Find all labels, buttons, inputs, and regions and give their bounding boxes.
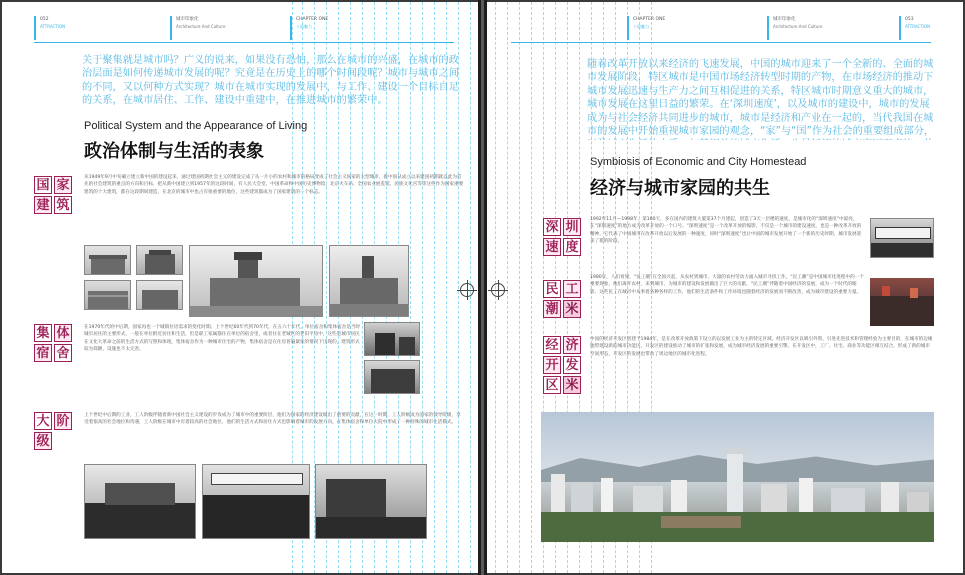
stamp-char: 筑	[54, 196, 72, 214]
stamp-char: 济	[563, 336, 581, 354]
photo-shenzhen-sign	[870, 218, 934, 258]
section-header-right	[767, 16, 822, 40]
photo-city-panorama	[541, 412, 934, 542]
chapter-en: CHAPTER ONE	[633, 17, 666, 22]
stamp-char: 速	[543, 238, 561, 256]
page-label: ATTRACTION	[905, 24, 931, 29]
chapter-en: CHAPTER ONE	[296, 17, 329, 22]
stamp-char: 宿	[34, 344, 52, 362]
book-spine	[478, 0, 487, 575]
stamp-char: 舍	[54, 344, 72, 362]
stamp-char: 工	[563, 280, 581, 298]
section-text: 中国的经济开发区创建于1984年，是在改革开放政策下设立的以发展工业为主的特定区域，经济开发区以吸引外资、引进先进技术和管理经验为主要目的，在城市的边缘地带建设新的城市功能区，开发区的建设推动了城市的扩张和发展，成为城市经济发展的重要引擎，在开发区中，工厂、住宅、商业等功能区相互结合，形成了新的城市空间形态，开发区的发展也带动了周边地区的城市化进程。	[590, 337, 933, 357]
stamp-char: 区	[543, 376, 561, 394]
page-number: 052	[40, 17, 49, 22]
page-label: ATTRACTION	[40, 24, 66, 29]
section-cn: 城市印象化	[176, 17, 199, 22]
stamp-char: 发	[563, 356, 581, 374]
stamp-char: 圳	[563, 218, 581, 236]
section-text: 上个世纪中后期的工业，工人阶级伴随着新中国社会主义建设的步伐成为了城市中的重要阶层，他们为国家的经济建设做出了重要的贡献，在这一时期，工人阶级成为国家的领导阶级，享受着很高的社会地位和待遇，工人阶级在城市中有着较高的社会地位，他们的生活方式和居住方式也影响着城市的发展方向，在集体宿舍和单位大院中形成了一种特殊的城市生活模式。	[84, 413, 461, 426]
right-page	[487, 2, 963, 573]
chapter-header-left	[290, 16, 328, 40]
photo-migrant-crowd	[870, 278, 934, 326]
stamp-char: 体	[54, 324, 72, 342]
intro-text: 随着改革开放以来经济的飞速发展，中国的城市迎来了一个全新的、全面的城市发展阶段，特区城市是中国市场经济转型时期的产物，在市场经济的推动下城市发展迅速与生产力之间互相促进的关系，特区城市时期意义重大的城市，城市发展在这里日益的繁荣。在‘深圳速度’，以及城市的建设中，城市的发展成为与社会经济共同进步的城市，城市是经济和产业在一起的，当代我国在城市的发展中开始重视城市家园的观念，“家”与“国”作为社会的重要组成部分，	[587, 59, 935, 138]
section-text: 1980年，人们看到，“民工潮”在全国兴起，从农村到城市，大量的农村劳动力涌入城市寻找工作，“民工潮”是中国城市化进程中的一个重要现象，他们离开农村，来到城市，为城市的建设和发展做出了巨大的贡献，“民工潮”伴随着中国经济的发展，成为一个时代的缩影，这些民工在城市中从事着各种各样的工作，他们的生活条件和工作环境也随着经济的发展而不断改善，成为城市建设的重要力量。	[590, 275, 864, 295]
section-text: 从1949年9月中旬确立建立新中国的建设起来，通过建国初期社会主义的建设完成了从一片小的农村和城市的格局变成了社会主义国家的大型城市，新中国从成立以来建国初期就以此为首先的社会建筑的重点的方向和目标，把从新中国建立到1957年的这段时间，有人民大会堂、中国革命和中国历史博物馆、北京火车站、全国农业展览馆、民族文化宫等等这些作为国家重要建筑的十大建筑，都在这段期间建造，在北京的城市中也占有很重要的地位，这些建筑都成为了国家建筑的一个标志。	[84, 175, 464, 195]
photo-dormitory-2	[364, 360, 420, 394]
stamp-char: 集	[34, 324, 52, 342]
stamp-char: 家	[54, 176, 72, 194]
stamp-char: 经	[543, 336, 561, 354]
stamp-shenzhen-speed	[543, 218, 581, 256]
stamp-char: 民	[543, 280, 561, 298]
photo-great-hall	[189, 245, 323, 317]
section-cn: 城市印象化	[773, 17, 796, 22]
title-cn: 政治体制与生活的表象	[84, 141, 264, 162]
chapter-cn: 十的魅力	[296, 24, 312, 29]
photo-building-1	[84, 245, 131, 275]
title-en: Symbiosis of Economic and City Homestead	[590, 156, 807, 168]
section-en: Architecture And Culture	[176, 24, 226, 29]
stamp-development-zone	[543, 336, 581, 394]
photo-building-4	[136, 280, 183, 310]
photo-building-2	[136, 245, 183, 275]
stamp-working-class	[34, 412, 72, 450]
title-cn: 经济与城市家园的共生	[590, 178, 770, 199]
header-rule	[34, 42, 454, 43]
page-header-left	[34, 16, 65, 40]
section-en: Architecture And Culture	[773, 24, 823, 29]
stamp-migrant-wave	[543, 280, 581, 318]
registration-mark	[460, 283, 474, 297]
registration-mark	[491, 283, 505, 297]
stamp-char: 建	[34, 196, 52, 214]
photo-dormitory-1	[364, 322, 420, 356]
header-rule	[511, 42, 931, 43]
stamp-char: 大	[34, 412, 52, 430]
stamp-char: 开	[543, 356, 561, 374]
stamp-char: 国	[34, 176, 52, 194]
page-header-right	[899, 16, 930, 40]
stamp-char: 潮	[543, 300, 561, 318]
intro-text: 关于聚集就是城市吗？广义的说来，如果没有恐怕，那么在城市的兴盛，在城市的政治层面是如何传递城市发展的呢？究竟是在历史上的哪个时间段呢？城市与城市之间的不同，又以何种方式实现？城市在城市实现的发展中，与工作、建设一个目标自足的关系，在城市居住、工作、建设中重建中，在推进城市的繁荣中。	[82, 55, 459, 107]
photo-building-3	[84, 280, 131, 310]
photo-workers-3	[315, 464, 427, 539]
section-text: 在1970年代的中后期，国家再也一个城镇住房需求的变化时期。上个世纪60年代到70年代，在五六十年代，单位宿舍和集体宿舍是当时城市居住的主要形式，一般在单位附近居住和生活，但是职工家属都住在单位的宿舍里，或者住在老城区的老旧平房中，这些是城市居民在文化大革命之前的生活方式的写照和体现，集体宿舍作为一种城市住宅的产物，集体宿舍是在住房普遍紧张的情况下出现的，建筑形式较为简陋，设施也不太完善。	[84, 325, 361, 352]
photo-exhibition-hall	[329, 245, 409, 317]
chapter-cn: 十的魅力	[633, 24, 649, 29]
stamp-national-architecture	[34, 176, 72, 214]
stamp-char: 米	[563, 376, 581, 394]
stamp-char: 级	[34, 432, 52, 450]
stamp-char: 度	[563, 238, 581, 256]
stamp-char: 深	[543, 218, 561, 236]
chapter-header-right	[627, 16, 665, 40]
title-en: Political System and the Appearance of Living	[84, 120, 308, 132]
photo-workers-1	[84, 464, 196, 539]
stamp-char: 米	[563, 300, 581, 318]
photo-workers-2	[202, 464, 310, 539]
stamp-char: 阶	[54, 412, 72, 430]
section-text: 1992年11月—1998年，第160天，多在国内的建筑大厦第37个月建起，创造了3天一层楼的速度，是城市化的“深圳速度”中最亮，在“深圳速度”的地方成为改革开放的一个口号。“深圳速度”是一个改革开放的缩影，不仅是一个城市的建设速度，也是一种改革开放的精神，它代表了中国城市在改革开放以后发展的一种速度，同时“深圳速度”也让中国的城市发展开始了一个新的历史时期，城市发展迎来了新的阶段。	[590, 217, 862, 244]
left-page	[2, 2, 478, 573]
page-number: 053	[905, 17, 914, 22]
section-header-left	[170, 16, 225, 40]
stamp-collective-dormitory	[34, 324, 72, 362]
